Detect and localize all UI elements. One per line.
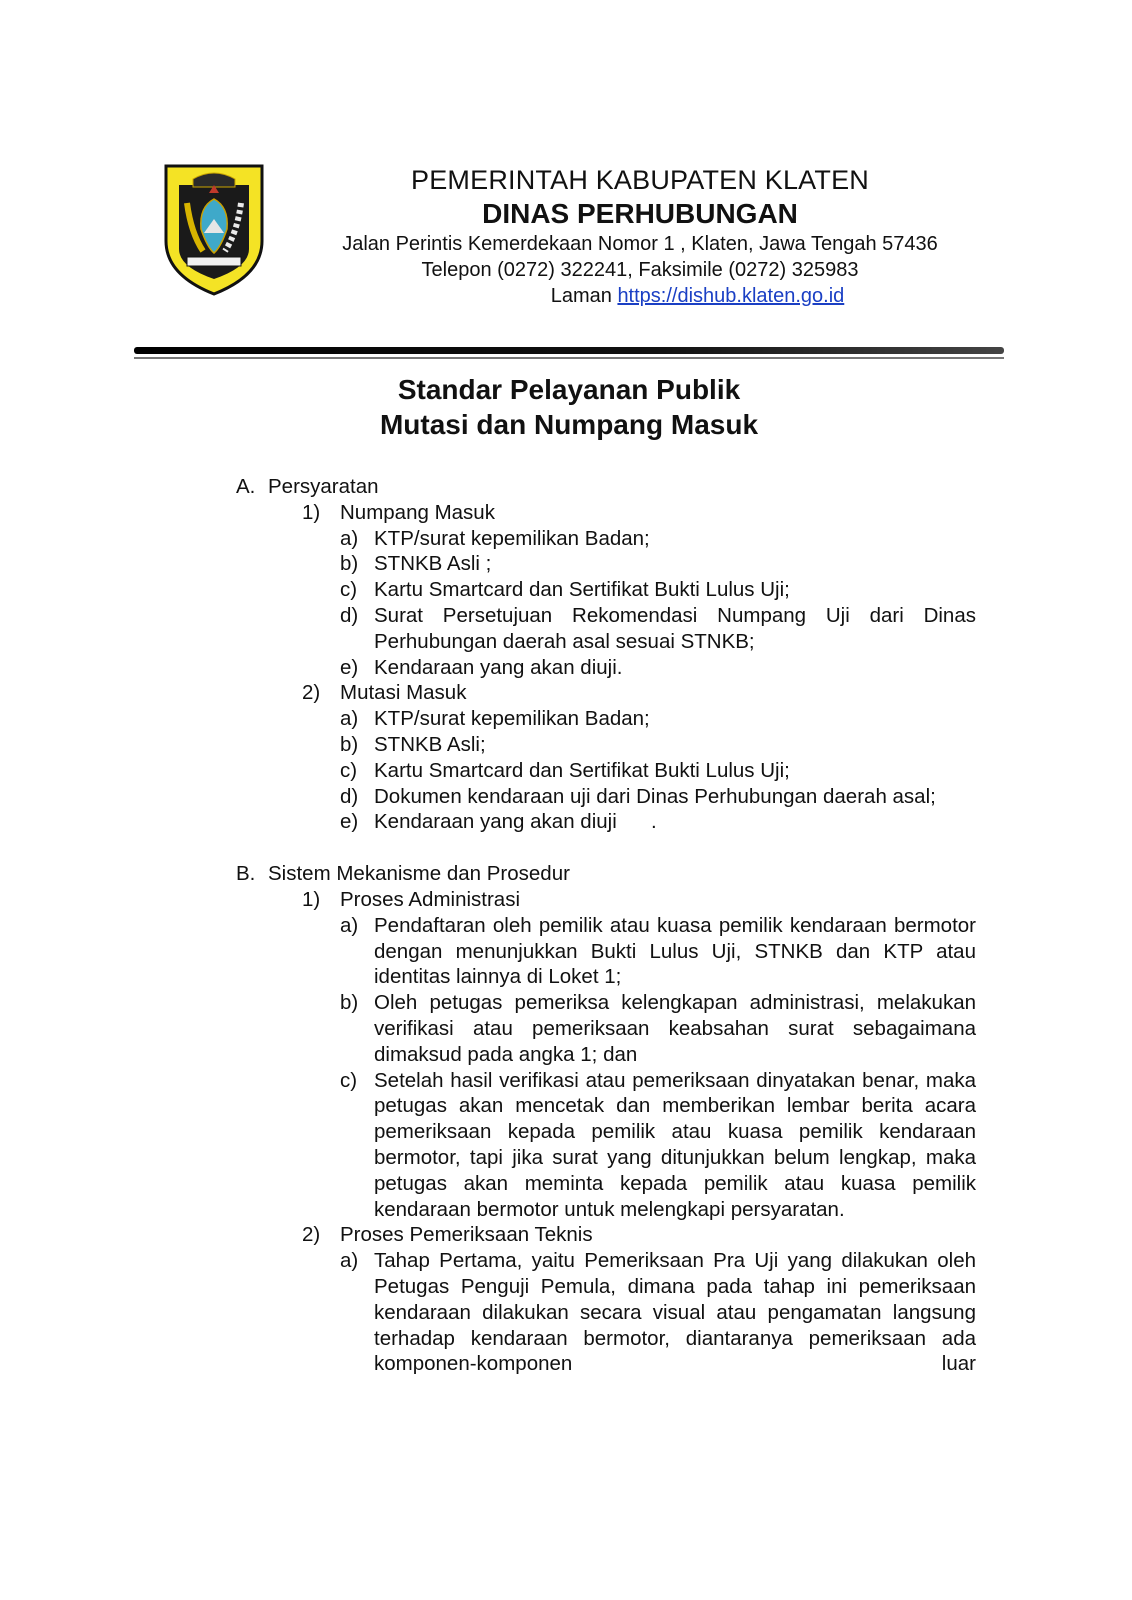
item-marker: e) [340, 655, 359, 679]
item-text: Kartu Smartcard dan Sertifikat Bukti Lulus Uji; [374, 758, 790, 782]
item-marker: c) [340, 1068, 358, 1092]
item-marker: a) [340, 526, 359, 550]
item-text: Kendaraan yang akan diuji . [374, 810, 657, 834]
list-item [340, 809, 996, 835]
klaten-coat-of-arms-logo [163, 163, 265, 297]
subsection-marker: 1) [302, 887, 321, 911]
list-item [340, 577, 996, 603]
subsection-heading [302, 1222, 996, 1248]
item-text: KTP/surat kepemilikan Badan; [374, 526, 650, 550]
website-line [290, 283, 990, 309]
document-title [134, 372, 1004, 442]
section-label: Sistem Mekanisme dan Prosedur [268, 862, 570, 886]
item-marker: e) [340, 810, 359, 834]
section-heading [236, 861, 996, 887]
item-marker: d) [340, 603, 359, 627]
list-item [340, 655, 996, 681]
website-label: Laman [550, 285, 612, 307]
item-text: Kendaraan yang akan diuji. [374, 655, 623, 679]
list-item [340, 784, 996, 810]
item-text: Dokumen kendaraan uji dari Dinas Perhubungan daerah asal; [374, 784, 936, 808]
list-item [340, 758, 996, 784]
item-marker: c) [340, 578, 358, 602]
item-marker: a) [340, 913, 359, 937]
list-item [340, 526, 996, 552]
letterhead-divider-thin [134, 357, 1004, 359]
item-text: Tahap Pertama, yaitu Pemeriksaan Pra Uji yang dilakukan oleh Petugas Penguji Pemula, dimana pada tahap ini pemeriksaan kendaraan dilakukan secara visual atau pengamatan langsung terhadap kendaraan bermotor, diantaranya pemeriksaan ada komponen-komponen luar [374, 1249, 976, 1376]
letterhead [290, 163, 990, 309]
item-text: Setelah hasil verifikasi atau pemeriksaan dinyatakan benar, maka petugas akan mencetak dan memberikan lembar berita acara pemeriksaan kepada pemilik atau kuasa pemilik kendaraan bermotor, tapi jika surat yang ditunjukkan belum lengkap, maka petugas akan meminta kepada pemilik atau kuasa pemilik kendaraan bermotor untuk melengkapi persyaratan. [374, 1068, 976, 1221]
subsection-heading [302, 680, 996, 706]
government-name: PEMERINTAH KABUPATEN KLATEN [411, 165, 869, 195]
address: Jalan Perintis Kemerdekaan Nomor 1 , Klaten, Jawa Tengah 57436 [342, 233, 938, 255]
subsection-marker: 2) [302, 1223, 321, 1247]
item-marker: a) [340, 1249, 359, 1273]
subsection-heading [302, 500, 996, 526]
item-text: Kartu Smartcard dan Sertifikat Bukti Lulus Uji; [374, 578, 790, 602]
list-item [340, 913, 996, 990]
list-item [340, 603, 996, 655]
subsection-label: Numpang Masuk [340, 500, 495, 524]
item-text: Oleh petugas pemeriksa kelengkapan administrasi, melakukan verifikasi atau pemeriksaan keabsahan surat sebagaimana dimaksud pada angka 1; dan [374, 991, 976, 1066]
item-text: Surat Persetujuan Rekomendasi Numpang Uji dari Dinas Perhubungan daerah asal sesuai STNKB; [374, 603, 976, 653]
subsection-label: Proses Administrasi [340, 887, 521, 911]
subsection-marker: 2) [302, 681, 321, 705]
item-text: KTP/surat kepemilikan Badan; [374, 707, 650, 731]
subsection-marker: 1) [302, 500, 321, 524]
item-marker: c) [340, 758, 358, 782]
website-link[interactable]: https://dishub.klaten.go.id [617, 285, 845, 307]
section-marker: B. [236, 862, 256, 886]
item-text: Pendaftaran oleh pemilik atau kuasa pemilik kendaraan bermotor dengan menunjukkan Bukti Lulus Uji, STNKB dan KTP atau identitas lainnya di Loket 1; [374, 913, 976, 989]
subsection-heading [302, 887, 996, 913]
subsection-label: Proses Pemeriksaan Teknis [340, 1223, 593, 1247]
list-item [340, 1248, 996, 1377]
item-marker: a) [340, 707, 359, 731]
item-marker: b) [340, 732, 359, 756]
item-text: STNKB Asli; [374, 732, 486, 756]
title-line-2: Mutasi dan Numpang Masuk [379, 409, 759, 440]
phone-fax: Telepon (0272) 322241, Faksimile (0272) 325983 [421, 259, 859, 281]
item-marker: b) [340, 552, 359, 576]
list-item [340, 990, 996, 1067]
letterhead-divider-thick [134, 347, 1004, 354]
title-line-1: Standar Pelayanan Publik [397, 374, 741, 405]
document-body [236, 474, 996, 1377]
list-item [340, 551, 996, 577]
subsection-label: Mutasi Masuk [340, 681, 467, 705]
list-item [340, 706, 996, 732]
item-marker: b) [340, 991, 359, 1015]
list-item [340, 1068, 996, 1223]
list-item [340, 732, 996, 758]
section-marker: A. [236, 475, 256, 498]
item-marker: d) [340, 784, 359, 808]
item-text: STNKB Asli ; [374, 552, 492, 576]
section-label: Persyaratan [268, 475, 379, 498]
department-name: DINAS PERHUBUNGAN [482, 198, 798, 229]
section-heading [236, 474, 996, 500]
